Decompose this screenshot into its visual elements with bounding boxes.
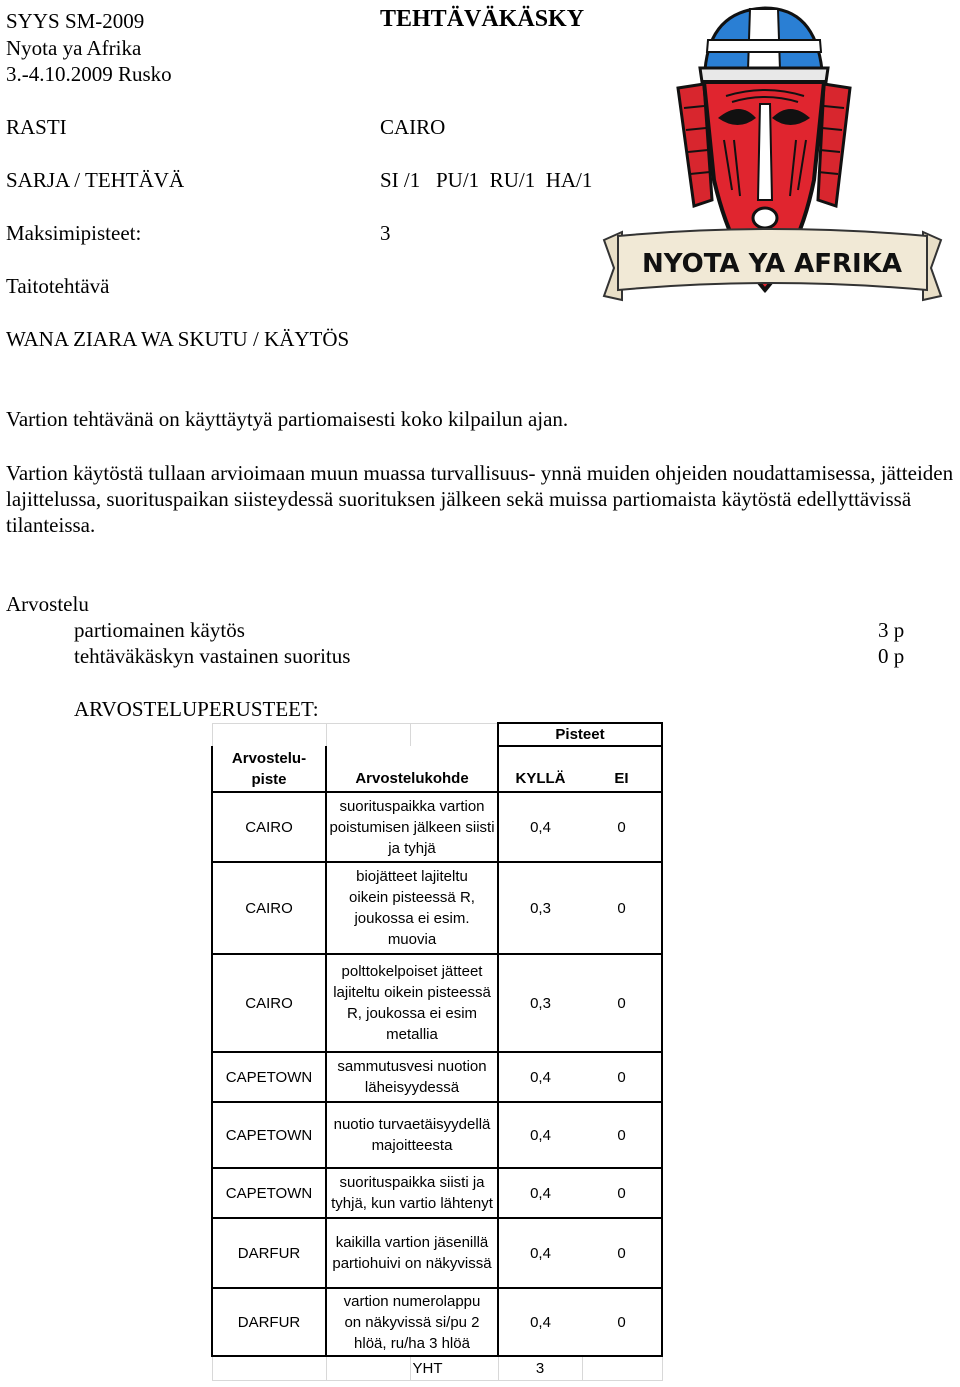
row-object: kaikilla vartion jäsenillä partiohuivi on näkyvissä (326, 1218, 498, 1288)
row-point: CAPETOWN (212, 1052, 326, 1102)
row-object: nuotio turvaetäisyydellä majoitteesta (326, 1102, 498, 1168)
rasti-label: RASTI (6, 115, 67, 139)
max-points-value: 3 (380, 221, 391, 245)
total-label: YHT (410, 1356, 498, 1380)
row-point: CAPETOWN (212, 1168, 326, 1218)
row-no: 0 (582, 954, 662, 1052)
rasti-value: CAIRO (380, 115, 446, 139)
header-ei: EI (582, 746, 662, 792)
table-header-row (212, 746, 662, 792)
event-name: SYYS SM-2009 (6, 9, 145, 33)
row-yes: 0,3 (498, 954, 582, 1052)
table-row (212, 1052, 662, 1102)
row-object: sammutusvesi nuotion läheisyydessä (326, 1052, 498, 1102)
row-yes: 0,4 (498, 792, 582, 862)
row-no: 0 (582, 792, 662, 862)
grading-heading: Arvostelu (6, 592, 89, 616)
row-object: suorituspaikka siisti ja tyhjä, kun vartio lähtenyt (326, 1168, 498, 1218)
header-kylla: KYLLÄ (498, 746, 582, 792)
row-no: 0 (582, 1052, 662, 1102)
table-row (212, 862, 662, 954)
row-point: CAIRO (212, 862, 326, 954)
event-subtitle: Nyota ya Afrika (6, 36, 142, 60)
table-row (212, 954, 662, 1052)
row-no: 0 (582, 1288, 662, 1356)
task-type: Taitotehtävä (6, 274, 110, 298)
header-arvostelupiste: Arvostelu- piste (212, 746, 326, 792)
table-row (212, 1102, 662, 1168)
logo-text: NYOTA YA AFRIKA (641, 249, 903, 279)
row-yes: 0,4 (498, 1218, 582, 1288)
event-date-location: 3.-4.10.2009 Rusko (6, 62, 172, 86)
grading-item-2-points: 0 p (878, 644, 905, 668)
row-object: suorituspaikka vartion poistumisen jälkeen siisti ja tyhjä (326, 792, 498, 862)
nyota-ya-afrika-logo (600, 0, 945, 310)
pisteet-header: Pisteet (498, 723, 662, 746)
grading-item-1-label: partiomainen käytös (74, 618, 245, 642)
table-row (212, 1168, 662, 1218)
row-object: vartion numerolappu on näkyvissä si/pu 2 hlöä, ru/ha 3 hlöä (326, 1288, 498, 1356)
row-no: 0 (582, 862, 662, 954)
row-yes: 0,4 (498, 1288, 582, 1356)
row-point: CAIRO (212, 792, 326, 862)
row-no: 0 (582, 1102, 662, 1168)
table-row (212, 1218, 662, 1288)
max-points-label: Maksimipisteet: (6, 221, 142, 245)
row-yes: 0,4 (498, 1052, 582, 1102)
document-title: TEHTÄVÄKÄSKY (380, 6, 585, 32)
row-yes: 0,3 (498, 862, 582, 954)
row-point: DARFUR (212, 1218, 326, 1288)
paragraph-intro: Vartion tehtävänä on käyttäytyä partiomaisesti koko kilpailun ajan. (6, 407, 569, 431)
row-yes: 0,4 (498, 1102, 582, 1168)
row-point: CAPETOWN (212, 1102, 326, 1168)
sarja-label: SARJA / TEHTÄVÄ (6, 168, 185, 192)
row-object: biojätteet lajiteltu oikein pisteessä R, joukossa ei esim. muovia (326, 862, 498, 954)
row-point: CAIRO (212, 954, 326, 1052)
table-header-row-top (212, 723, 662, 746)
header-arvostelukohde: Arvostelukohde (326, 746, 498, 792)
row-point: DARFUR (212, 1288, 326, 1356)
total-value: 3 (498, 1356, 582, 1380)
table-total-row (212, 1356, 662, 1380)
task-name: WANA ZIARA WA SKUTU / KÄYTÖS (6, 327, 350, 351)
paragraph-criteria: Vartion käytöstä tullaan arvioimaan muun muassa turvallisuus- ynnä muiden ohjeiden noudattamisessa, jätteiden lajittelussa, suorituspaikan siisteydessä suorituksen jälkeen sekä muissa partiomaista käytöstä edellyttävissä tilanteissa. (6, 461, 954, 537)
criteria-table (211, 722, 663, 1381)
grading-item-1-points: 3 p (878, 618, 905, 642)
row-no: 0 (582, 1218, 662, 1288)
row-no: 0 (582, 1168, 662, 1218)
sarja-value: SI /1 PU/1 RU/1 HA/1 (380, 168, 593, 192)
table-row (212, 792, 662, 862)
row-yes: 0,4 (498, 1168, 582, 1218)
row-object: polttokelpoiset jätteet lajiteltu oikein pisteessä R, joukossa ei esim metallia (326, 954, 498, 1052)
table-row (212, 1288, 662, 1356)
grading-item-2-label: tehtäväkäskyn vastainen suoritus (74, 644, 351, 668)
criteria-heading: ARVOSTELUPERUSTEET: (74, 697, 319, 721)
